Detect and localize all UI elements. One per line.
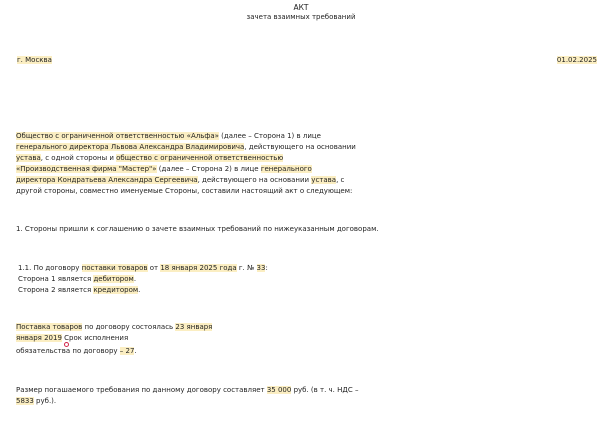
party1-name-field[interactable]: Общество с ограниченной ответственностью «Альфа» [16,132,219,140]
parties-line [16,164,312,175]
city-field[interactable] [17,55,52,66]
party2-name-field[interactable]: «Производственная фирма "Мастер"» [16,165,157,173]
city-value[interactable]: г. Москва [17,56,52,64]
contract-date-field[interactable]: 18 января 2025 года [160,264,237,272]
date-value[interactable]: 01.02.2025 [556,56,597,64]
mouse-cursor-icon [64,342,69,347]
party1-role-field[interactable]: дебитором [93,275,134,283]
static-text: Сторона 1 является [18,275,94,283]
party2-director-field[interactable]: генерального [260,165,312,173]
contract-type-field[interactable]: поставки товаров [81,264,148,272]
static-text: другой стороны, совместно именуемые Стороны, составили настоящий акт о следующем: [16,187,353,195]
static-text: г. № [236,264,257,272]
amount-line [16,396,56,407]
party2-director-field[interactable]: директора Кондратьева Александра Сергеевича [16,176,198,184]
static-text: , с [336,176,345,184]
party2-basis-field[interactable]: устава [311,176,337,184]
static-text: , с одной стороны и [40,154,117,162]
party2-name-field[interactable]: общество с ограниченной ответственностью [116,154,284,162]
static-text: . [138,286,141,294]
contract-number-field[interactable]: 33 [256,264,266,272]
static-text: , действующего на основании [197,176,312,184]
static-text: Сторона 2 является [18,286,94,294]
document-subtitle: зачета взаимных требований [246,13,356,21]
date-field[interactable] [557,55,597,66]
static-text: (далее – Сторона 1) в лице [218,132,321,140]
static-text: руб. (в т. ч. НДС – [291,386,359,394]
party2-role-field[interactable]: кредитором [93,286,139,294]
delivery-date-field[interactable]: 23 января [175,323,213,331]
clause-line [18,263,268,274]
parties-line [16,142,356,153]
static-text: Срок исполнения [61,334,129,342]
parties-line [16,153,283,164]
amount-field[interactable]: 35 000 [266,386,292,394]
amount-line [16,385,358,396]
static-text: руб.). [33,397,57,405]
delivery-date-field[interactable]: января 2019 [16,334,62,342]
static-text: Размер погашаемого требования по данному договору составляет [16,386,267,394]
static-text: : [265,264,268,272]
vat-amount-field[interactable]: 5833 [16,397,34,405]
static-text: (далее – Сторона 2) в лице [156,165,261,173]
static-text: . [133,275,137,283]
parties-line [16,186,352,197]
delivery-subject-field[interactable]: Поставка товаров [16,323,83,331]
static-text: , действующего на основании [244,143,356,151]
parties-line [16,175,344,186]
delivery-line [16,333,128,344]
party1-director-field[interactable]: генерального директора Львова Александра Владимировича [16,143,245,151]
clause-1 [16,224,379,235]
document-title: АКТ [293,3,309,12]
static-text: 1.1. По договору [18,264,82,272]
parties-line [16,131,321,142]
party1-basis-field[interactable]: устава [16,154,41,162]
static-text: . [134,347,137,355]
static-text: обязательства по договору [16,347,120,355]
static-text: от [147,264,161,272]
clause-line [18,274,136,285]
clause-line [18,285,140,296]
clause-1-text: 1. Стороны пришли к соглашению о зачете взаимных требований по нижеуказанным договорам. [16,225,379,233]
obligation-term-field[interactable]: – 27 [119,347,135,355]
static-text: по договору состоялась [82,323,176,331]
delivery-line [16,322,212,333]
delivery-line [16,346,137,357]
